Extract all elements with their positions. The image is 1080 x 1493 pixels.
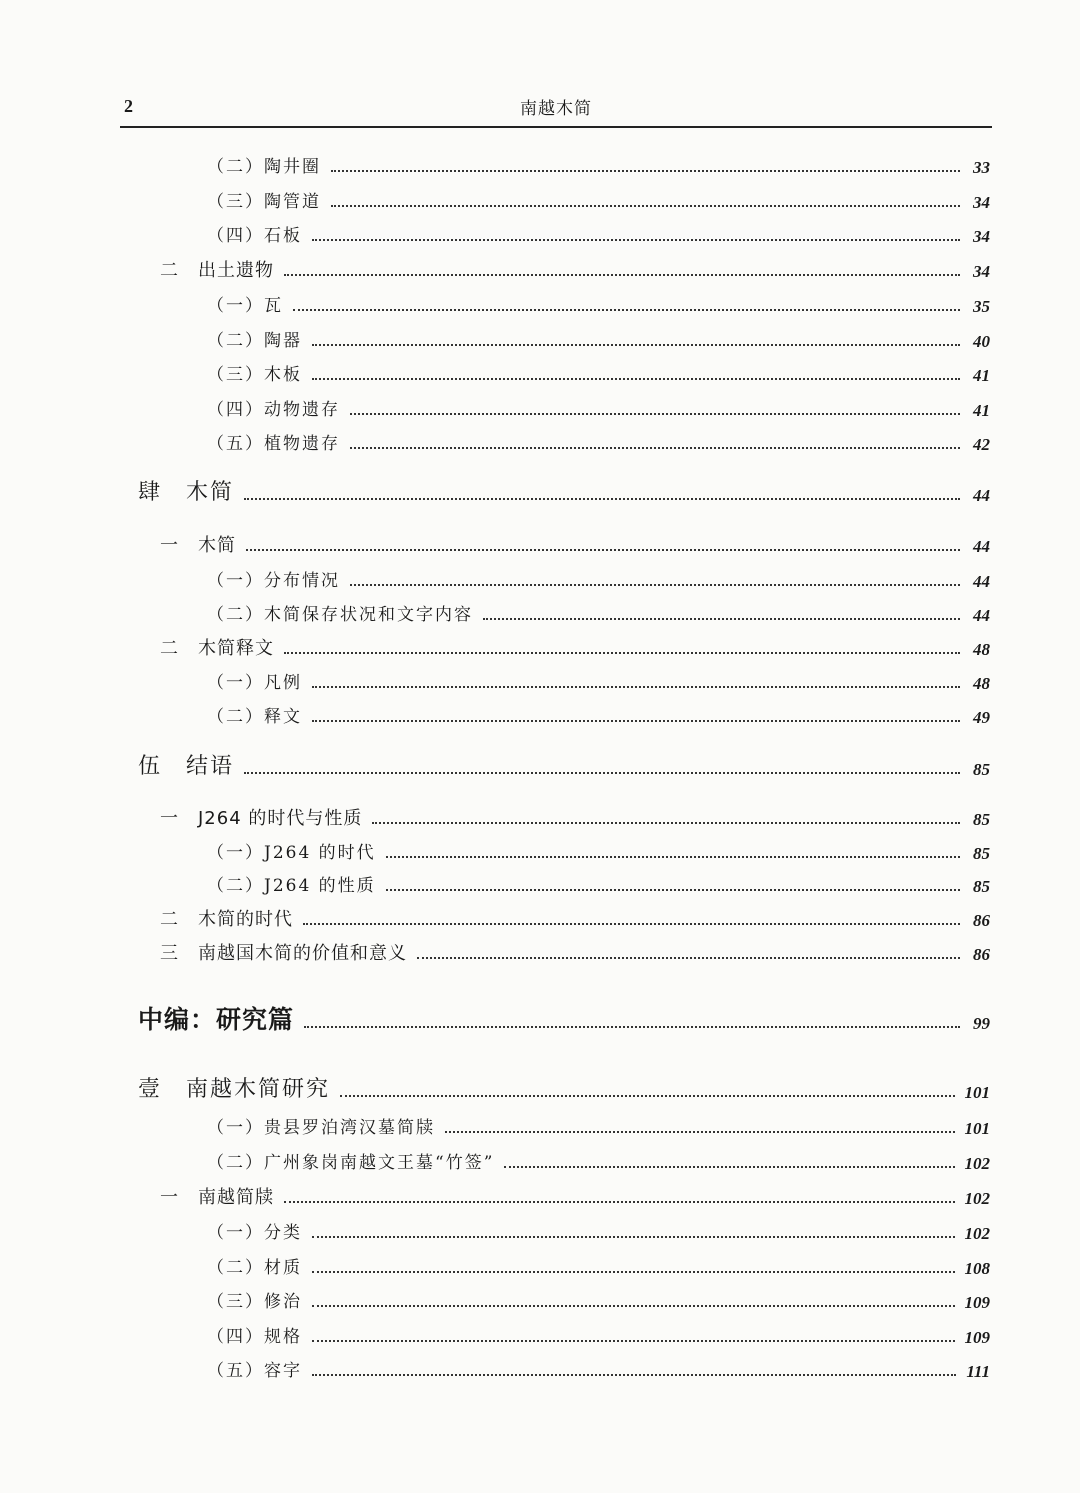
- toc-entry-page: 49: [973, 708, 990, 727]
- toc-dot-leader: [284, 274, 960, 276]
- toc-entry-label: （三）陶管道: [207, 192, 321, 212]
- toc-dot-leader: [284, 652, 960, 654]
- toc-entry-label: （二）广州象岗南越文王墓“竹签”: [207, 1153, 495, 1173]
- toc-entry-page: 33: [973, 158, 990, 177]
- toc-entry-page: 35: [973, 297, 990, 316]
- toc-entry-label: （二）释文: [207, 707, 302, 727]
- toc-entry: [207, 662, 990, 692]
- toc-entry: [207, 832, 990, 862]
- toc-entry-label: （二）木简保存状况和文字内容: [207, 605, 473, 625]
- toc-dot-leader: [284, 1201, 955, 1203]
- toc-entry-page: 85: [973, 844, 990, 863]
- toc-dot-leader: [350, 584, 960, 586]
- toc-entry-label: 肆 木简: [138, 480, 235, 505]
- toc-entry: [160, 798, 990, 828]
- toc-dot-leader: [312, 378, 960, 380]
- toc-entry-page: 40: [973, 332, 990, 351]
- toc-entry: [207, 1212, 990, 1242]
- toc-dot-leader: [331, 170, 960, 172]
- toc-entry-page: 109: [964, 1293, 990, 1312]
- toc-dot-leader: [417, 957, 960, 959]
- toc-entry-label: 一 南越简牍: [160, 1187, 274, 1208]
- toc-entry-page: 44: [973, 486, 990, 505]
- toc-dot-leader: [331, 205, 960, 207]
- toc-entry: [207, 1350, 990, 1380]
- toc-dot-leader: [312, 1236, 955, 1238]
- toc-entry-page: 102: [964, 1189, 990, 1208]
- toc-dot-leader: [340, 1095, 954, 1097]
- toc-dot-leader: [246, 549, 960, 551]
- toc-entry-page: 102: [964, 1224, 990, 1243]
- toc-entry-label: （一）凡例: [207, 673, 302, 693]
- toc-entry: [138, 474, 990, 504]
- toc-entry-page: 44: [973, 606, 990, 625]
- toc-dot-leader: [312, 720, 960, 722]
- toc-dot-leader: [293, 309, 960, 311]
- toc-entry: [207, 1281, 990, 1311]
- toc-entry: [160, 250, 990, 280]
- toc-entry-page: 44: [973, 537, 990, 556]
- toc-entry: [207, 389, 990, 419]
- toc-entry-page: 41: [973, 401, 990, 420]
- toc-dot-leader: [312, 1271, 955, 1273]
- toc-entry-label: （三）木板: [207, 365, 302, 385]
- toc-dot-leader: [312, 686, 960, 688]
- toc-entry-label: 二 出土遗物: [160, 260, 274, 281]
- toc-entry-page: 48: [973, 640, 990, 659]
- toc-entry-page: 42: [973, 435, 990, 454]
- toc-entry-label: （五）容字: [207, 1361, 302, 1381]
- toc-dot-leader: [372, 822, 960, 824]
- toc-entry: [207, 1316, 990, 1346]
- toc-entry-label: （三）修治: [207, 1292, 302, 1312]
- toc-entry: [160, 899, 990, 929]
- toc-entry-label: （一）贵县罗泊湾汉墓简牍: [207, 1118, 435, 1138]
- toc-entry: [207, 354, 990, 384]
- toc-dot-leader: [312, 239, 960, 241]
- toc-dot-leader: [312, 1305, 955, 1307]
- toc-entry: [207, 865, 990, 895]
- toc-entry-page: 34: [973, 193, 990, 212]
- toc-entry: [160, 628, 990, 658]
- toc-dot-leader: [244, 772, 960, 774]
- toc-entry: [207, 320, 990, 350]
- toc-entry: [160, 525, 990, 555]
- toc-dot-leader: [386, 856, 960, 858]
- toc-entry-page: 108: [964, 1259, 990, 1278]
- toc-entry-label: （四）石板: [207, 226, 302, 246]
- toc-entry-page: 34: [973, 262, 990, 281]
- toc-dot-leader: [303, 923, 960, 925]
- toc-entry: [138, 1002, 990, 1032]
- toc-entry: [207, 594, 990, 624]
- toc-entry-label: （二）陶器: [207, 331, 302, 351]
- toc-entry: [160, 933, 990, 963]
- toc-entry-page: 99: [973, 1014, 990, 1033]
- toc-entry-page: 102: [964, 1154, 990, 1173]
- toc-entry-page: 101: [964, 1083, 990, 1102]
- toc-entry: [138, 748, 990, 778]
- toc-entry: [207, 181, 990, 211]
- toc-entry-label: 伍 结语: [138, 754, 235, 779]
- toc-entry: [207, 423, 990, 453]
- toc-entry-label: （四）规格: [207, 1327, 302, 1347]
- toc-dot-leader: [350, 447, 960, 449]
- toc-entry: [138, 1071, 990, 1101]
- toc-entry-label: 二 木简的时代: [160, 909, 293, 930]
- toc-entry: [207, 1142, 990, 1172]
- toc-entry-page: 85: [973, 810, 990, 829]
- toc-entry-label: （一）J264 的时代: [207, 843, 376, 863]
- toc-entry: [160, 1177, 990, 1207]
- toc-dot-leader: [304, 1026, 960, 1028]
- toc-entry-label: 一 J264 的时代与性质: [160, 808, 363, 829]
- toc-entry-label: （四）动物遗存: [207, 400, 340, 420]
- toc-entry-page: 85: [973, 877, 990, 896]
- toc-dot-leader: [483, 618, 960, 620]
- toc-entry: [207, 146, 990, 176]
- toc-dot-leader: [312, 1374, 956, 1376]
- toc-entry-label: 壹 南越木简研究: [138, 1077, 331, 1102]
- toc-entry-label: 三 南越国木简的价值和意义: [160, 943, 407, 964]
- toc-entry-page: 41: [973, 366, 990, 385]
- toc-dot-leader: [504, 1166, 954, 1168]
- toc-entry-page: 44: [973, 572, 990, 591]
- toc-entry: [207, 1107, 990, 1137]
- toc-entry-label: （二）陶井圈: [207, 157, 321, 177]
- toc-entry-page: 34: [973, 227, 990, 246]
- toc-entry-label: 二 木简释文: [160, 638, 274, 659]
- toc-dot-leader: [244, 498, 960, 500]
- toc-entry-label: （一）分类: [207, 1223, 302, 1243]
- toc-dot-leader: [350, 413, 960, 415]
- toc-entry-label: （二）材质: [207, 1258, 302, 1278]
- toc-entry: [207, 560, 990, 590]
- toc-dot-leader: [312, 344, 960, 346]
- toc-entry-page: 48: [973, 674, 990, 693]
- toc-dot-leader: [386, 889, 960, 891]
- toc-entry-label: （一）分布情况: [207, 571, 340, 591]
- toc-dot-leader: [445, 1131, 955, 1133]
- page-number: 2: [124, 96, 133, 116]
- toc-entry-label: 中编：研究篇: [138, 1005, 295, 1034]
- toc-entry-page: 86: [973, 945, 990, 964]
- toc-entry-page: 85: [973, 760, 990, 779]
- toc-entry-label: （一）瓦: [207, 296, 283, 316]
- toc-entry: [207, 1247, 990, 1277]
- toc-entry-label: 一 木简: [160, 535, 236, 556]
- toc-entry-page: 101: [964, 1119, 990, 1138]
- toc-entry-page: 109: [964, 1328, 990, 1347]
- running-title: 南越木简: [520, 99, 592, 119]
- toc-entry-page: 86: [973, 911, 990, 930]
- toc-dot-leader: [312, 1340, 955, 1342]
- toc-entry: [207, 285, 990, 315]
- toc-entry-page: 111: [966, 1362, 990, 1381]
- toc-entry-label: （二）J264 的性质: [207, 876, 376, 896]
- toc-entry: [207, 215, 990, 245]
- toc-entry: [207, 696, 990, 726]
- toc-entry-label: （五）植物遗存: [207, 434, 340, 454]
